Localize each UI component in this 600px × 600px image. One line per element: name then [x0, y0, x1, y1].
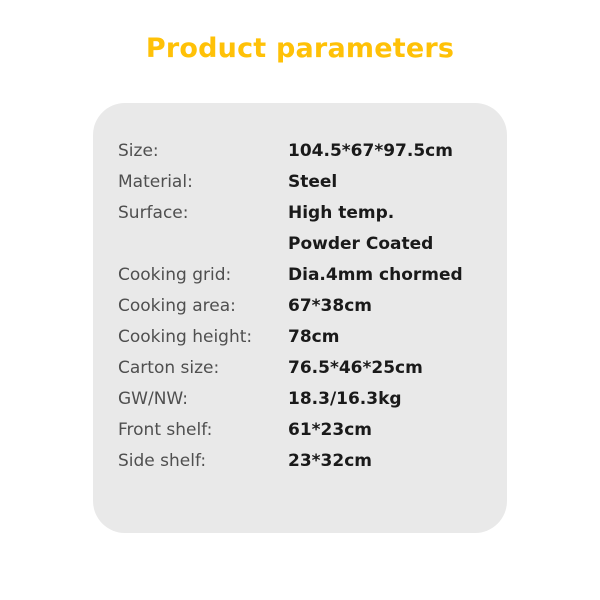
- spec-row-front-shelf: [118, 420, 489, 451]
- spec-row-surface: [118, 203, 489, 234]
- spec-row-material: [118, 172, 489, 203]
- spec-value: 67*38cm: [288, 296, 372, 316]
- spec-value: Steel: [288, 172, 338, 192]
- spec-value: Dia.4mm chormed: [288, 265, 463, 285]
- page-title: Product parameters: [145, 33, 455, 64]
- spec-row-carton-size: [118, 358, 489, 389]
- spec-label: GW/NW:: [118, 389, 188, 409]
- spec-row-surface-continued: [118, 234, 489, 265]
- spec-label: Material:: [118, 172, 193, 192]
- spec-label: Cooking area:: [118, 296, 236, 316]
- spec-label: Carton size:: [118, 358, 220, 378]
- spec-value: 18.3/16.3kg: [288, 389, 402, 409]
- spec-label: Side shelf:: [118, 451, 207, 471]
- spec-label: Cooking grid:: [118, 265, 232, 285]
- spec-value: 23*32cm: [288, 451, 372, 471]
- spec-row-gw-nw: [118, 389, 489, 420]
- spec-value: 104.5*67*97.5cm: [288, 141, 453, 161]
- spec-value: High temp.: [288, 203, 395, 223]
- spec-row-cooking-area: [118, 296, 489, 327]
- spec-row-cooking-height: [118, 327, 489, 358]
- spec-row-cooking-grid: [118, 265, 489, 296]
- spec-value: Powder Coated: [288, 234, 434, 254]
- spec-label: Surface:: [118, 203, 189, 223]
- spec-value: 61*23cm: [288, 420, 372, 440]
- spec-label: Cooking height:: [118, 327, 253, 347]
- spec-label: Front shelf:: [118, 420, 213, 440]
- spec-row-size: [118, 141, 489, 172]
- spec-value: 76.5*46*25cm: [288, 358, 423, 378]
- specifications-card: [93, 103, 507, 533]
- spec-row-side-shelf: [118, 451, 489, 482]
- spec-label: Size:: [118, 141, 159, 161]
- specifications-list: [118, 141, 489, 482]
- spec-value: 78cm: [288, 327, 340, 347]
